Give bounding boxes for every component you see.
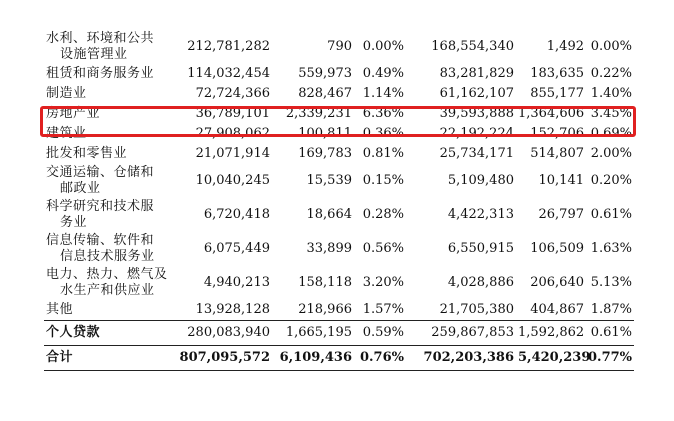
row-label	[44, 266, 172, 300]
value-cell: 25,734,171	[439, 146, 514, 161]
row-label-line: 信息技术服务业	[60, 249, 155, 264]
value-cell: 27,908,062	[195, 126, 270, 141]
value-cell: 168,554,340	[431, 39, 514, 54]
row-label-line: 信息传输、软件和	[46, 233, 155, 248]
value-cell: 559,973	[298, 66, 352, 81]
row-label	[44, 198, 172, 232]
table-row	[44, 84, 634, 104]
value-cell: 18,664	[306, 207, 352, 222]
value-cell: 828,467	[298, 86, 352, 101]
table-row	[44, 266, 634, 300]
value-cell: 21,071,914	[195, 146, 270, 161]
row-label-line: 水生产和供应业	[60, 283, 155, 298]
value-cell: 807,095,572	[172, 346, 272, 371]
value-cell: 114,032,454	[187, 66, 270, 81]
value-cell: 514,807	[530, 146, 584, 161]
loan-industry-table	[44, 30, 634, 371]
total-row	[44, 346, 634, 371]
value-cell: 152,706	[530, 126, 584, 141]
value-cell: 5,109,480	[447, 173, 514, 188]
personal-loans-label: 个人贷款	[44, 321, 172, 346]
value-cell: 855,177	[530, 86, 584, 101]
loan-industry-table-container	[44, 30, 634, 371]
value-cell: 790	[327, 39, 352, 54]
value-cell: 218,966	[298, 302, 352, 317]
value-cell: 13,928,128	[195, 302, 270, 317]
value-cell: 183,635	[530, 66, 584, 81]
row-label-line: 建筑业	[46, 126, 87, 141]
row-label-line: 其他	[46, 302, 74, 317]
value-cell: 6.36%	[362, 106, 404, 121]
value-cell: 61,162,107	[439, 86, 514, 101]
value-cell: 1.14%	[362, 86, 404, 101]
value-cell: 36,789,101	[195, 106, 270, 121]
row-label-line: 交通运输、仓储和	[46, 165, 155, 180]
value-cell: 10,141	[538, 173, 584, 188]
personal-loans-row	[44, 321, 634, 346]
value-cell: 0.69%	[590, 126, 632, 141]
value-cell: 0.20%	[590, 173, 632, 188]
value-cell: 404,867	[530, 302, 584, 317]
row-label-line: 电力、热力、燃气及	[46, 267, 168, 282]
row-label	[44, 144, 172, 164]
value-cell: 0.77%	[586, 346, 634, 371]
value-cell: 0.59%	[354, 321, 406, 346]
table-body	[44, 30, 634, 371]
value-cell: 1,592,862	[516, 321, 586, 346]
value-cell: 100,811	[298, 126, 352, 141]
row-label-line: 邮政业	[60, 181, 101, 196]
value-cell: 3.20%	[362, 275, 404, 290]
value-cell: 39,593,888	[439, 106, 514, 121]
value-cell: 0.15%	[362, 173, 404, 188]
value-cell: 0.22%	[590, 66, 632, 81]
row-label	[44, 300, 172, 321]
value-cell: 6,720,418	[203, 207, 270, 222]
row-label-line: 制造业	[46, 86, 87, 101]
row-label	[44, 232, 172, 266]
value-cell: 212,781,282	[187, 39, 270, 54]
value-cell: 1,665,195	[272, 321, 354, 346]
row-label-line: 水利、环境和公共	[46, 31, 155, 46]
row-label	[44, 104, 172, 124]
table-row	[44, 104, 634, 124]
value-cell: 1.87%	[590, 302, 632, 317]
value-cell: 280,083,940	[172, 321, 272, 346]
table-row	[44, 124, 634, 144]
value-cell: 259,867,853	[406, 321, 516, 346]
row-label-line: 设施管理业	[60, 47, 128, 62]
value-cell: 1,364,606	[518, 106, 585, 121]
value-cell: 5.13%	[590, 275, 632, 290]
value-cell: 26,797	[538, 207, 584, 222]
table-row	[44, 164, 634, 198]
value-cell: 10,040,245	[195, 173, 270, 188]
value-cell: 6,075,449	[203, 241, 270, 256]
value-cell: 6,550,915	[447, 241, 514, 256]
value-cell: 0.61%	[590, 207, 632, 222]
table-row	[44, 64, 634, 84]
value-cell: 83,281,829	[439, 66, 514, 81]
table-row	[44, 198, 634, 232]
value-cell: 158,118	[298, 275, 352, 290]
value-cell: 5,420,239	[516, 346, 586, 371]
value-cell: 1.57%	[362, 302, 404, 317]
value-cell: 21,705,380	[439, 302, 514, 317]
value-cell: 0.61%	[586, 321, 634, 346]
value-cell: 72,724,366	[195, 86, 270, 101]
value-cell: 15,539	[306, 173, 352, 188]
value-cell: 702,203,386	[406, 346, 516, 371]
row-label	[44, 164, 172, 198]
value-cell: 169,783	[298, 146, 352, 161]
value-cell: 0.56%	[362, 241, 404, 256]
value-cell: 2.00%	[590, 146, 632, 161]
value-cell: 2,339,231	[285, 106, 352, 121]
value-cell: 0.00%	[362, 39, 404, 54]
row-label-line: 租赁和商务服务业	[46, 66, 155, 81]
value-cell: 1.63%	[590, 241, 632, 256]
value-cell: 106,509	[530, 241, 584, 256]
value-cell: 4,028,886	[447, 275, 514, 290]
value-cell: 1,492	[546, 39, 584, 54]
table-row	[44, 30, 634, 64]
row-label-line: 批发和零售业	[46, 146, 128, 161]
row-label-line: 房地产业	[46, 106, 101, 121]
table-row	[44, 232, 634, 266]
value-cell: 0.49%	[362, 66, 404, 81]
value-cell: 6,109,436	[272, 346, 354, 371]
row-label	[44, 30, 172, 64]
value-cell: 206,640	[530, 275, 584, 290]
table-row	[44, 300, 634, 321]
row-label	[44, 84, 172, 104]
value-cell: 3.45%	[590, 106, 632, 121]
value-cell: 4,940,213	[203, 275, 270, 290]
value-cell: 0.28%	[362, 207, 404, 222]
value-cell: 22,192,224	[439, 126, 514, 141]
table-row	[44, 144, 634, 164]
value-cell: 1.40%	[590, 86, 632, 101]
total-label: 合计	[44, 346, 172, 371]
value-cell: 33,899	[306, 241, 352, 256]
value-cell: 4,422,313	[447, 207, 514, 222]
value-cell: 0.36%	[362, 126, 404, 141]
row-label	[44, 64, 172, 84]
value-cell: 0.76%	[354, 346, 406, 371]
row-label-line: 科学研究和技术服	[46, 199, 155, 214]
row-label	[44, 124, 172, 144]
value-cell: 0.81%	[362, 146, 404, 161]
row-label-line: 务业	[60, 215, 88, 230]
value-cell: 0.00%	[590, 39, 632, 54]
